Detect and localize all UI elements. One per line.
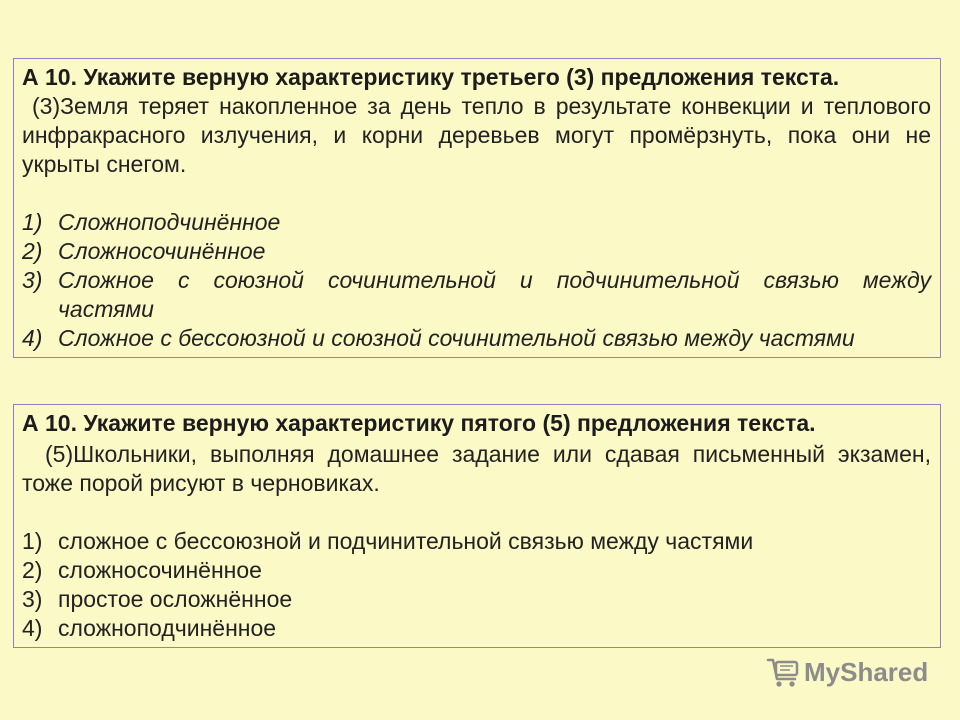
answer-option-2 (22, 237, 931, 266)
option-text: сложное с бессоюзной и подчинительной связью между частями (58, 528, 754, 554)
option-text: Сложносочинённое (58, 238, 266, 264)
option-text: Сложноподчинённое (58, 209, 281, 235)
answer-option-2 (22, 556, 931, 585)
question-heading: А 10. Укажите верную характеристику третьего (3) предложения текста. (22, 64, 840, 90)
question-card-sentence-3 (13, 58, 941, 358)
option-text: сложносочинённое (58, 557, 262, 583)
option-number: 4) (22, 615, 43, 641)
myshared-logo-icon (766, 655, 800, 689)
sentence-line: инфракрасного излучения, и корни деревьев могут промёрзнуть, пока они не (22, 122, 931, 148)
option-number: 2) (22, 238, 43, 264)
answer-option-1 (22, 527, 931, 556)
spacer (22, 179, 931, 208)
option-text: Сложное с союзной сочинительной и подчинительной связью между (58, 267, 931, 293)
answer-option-4 (22, 614, 931, 643)
sentence-line: тоже порой рисуют в черновиках. (22, 470, 380, 496)
option-text: частями (58, 296, 154, 322)
answer-option-3 (22, 266, 931, 324)
answer-option-3 (22, 585, 931, 614)
option-number: 2) (22, 557, 43, 583)
spacer (22, 498, 931, 527)
answer-option-1 (22, 208, 931, 237)
option-number: 3) (22, 267, 43, 293)
sentence-line: (3)Земля теряет накопленное за день тепло в результате конвекции и теплового (32, 93, 931, 119)
question-heading: А 10. Укажите верную характеристику пятого (5) предложения текста. (22, 410, 816, 436)
option-number: 1) (22, 528, 43, 554)
answer-option-4 (22, 324, 931, 353)
sentence-line: укрыты снегом. (22, 151, 187, 177)
option-text: простое осложнённое (58, 586, 293, 612)
option-text: Сложное с бессоюзной и союзной сочинительной связью между частями (58, 325, 855, 351)
option-number: 4) (22, 325, 43, 351)
sentence-line: (5)Школьники, выполняя домашнее задание или сдавая письменный экзамен, (45, 441, 931, 467)
option-number: 1) (22, 209, 43, 235)
myshared-logo-text: MyShared (804, 657, 929, 687)
question-card-sentence-5 (13, 404, 941, 648)
myshared-watermark (766, 655, 928, 689)
option-number: 3) (22, 586, 43, 612)
option-text: сложноподчинённое (58, 615, 277, 641)
